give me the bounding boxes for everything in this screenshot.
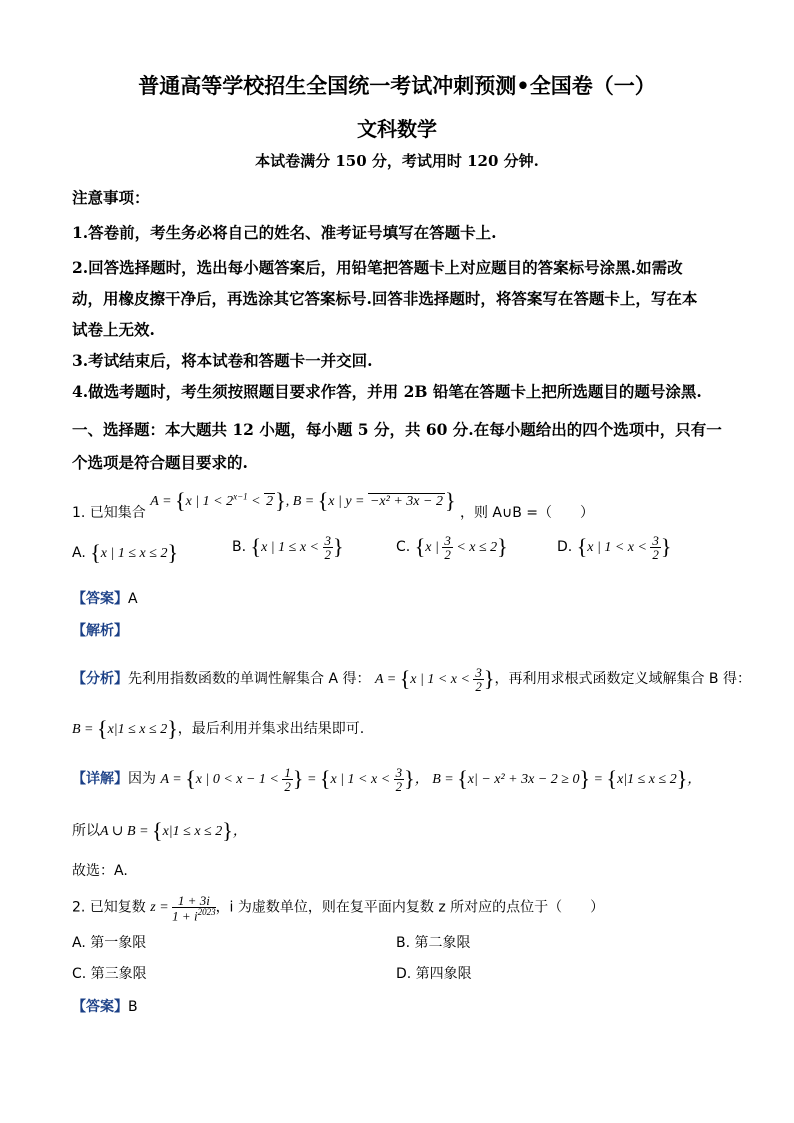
q1-union: 所以A ∪ B = {x|1 ≤ x ≤ 2}，	[72, 818, 247, 843]
q1-option-a: A. {x | 1 ≤ x ≤ 2}	[72, 540, 179, 565]
note-2-line-2: 动，用橡皮擦干净后，再选涂其它答案标号.回答非选择题时，将答案写在答题卡上，写在本	[72, 289, 698, 308]
exam-title: 普通高等学校招生全国统一考试冲刺预测•全国卷（一）	[138, 73, 656, 98]
section-1-line-2: 个选项是符合题目要求的.	[72, 453, 248, 472]
subject-title: 文科数学	[357, 117, 437, 141]
q1-option-c: C. {x | $\frac{3}{2}$ < x ≤ 2}	[396, 533, 508, 563]
q1-choose: 故选：A.	[72, 863, 128, 879]
q2-option-d: D. 第四象限	[396, 966, 472, 982]
q1-suffix: ，则 A∪B =（ ）	[459, 505, 595, 521]
q2-option-c: C. 第三象限	[72, 966, 147, 982]
analysis-tag: 【解析】	[72, 623, 128, 639]
q1-fenxi-cont: B = {x|1 ≤ x ≤ 2}，最后利用并集求出结果即可.	[72, 716, 365, 741]
note-1: 1.答卷前，考生务必将自己的姓名、准考证号填写在答题卡上.	[72, 223, 497, 242]
q2-option-a: A. 第一象限	[72, 935, 147, 951]
q1-prefix: 1. 已知集合	[72, 505, 146, 521]
q1-answer	[72, 588, 138, 608]
q1-option-b: B. {x | 1 ≤ x < $\frac{3}{2}$ }	[232, 533, 344, 563]
q1-fenxi: 【分析】先利用指数函数的单调性解集合 A 得： A = {x | 1 < x < $\frac{3}{2}$ }，再利用求根式函数定义域解集合 B 得：	[72, 665, 751, 695]
q2-option-b: B. 第二象限	[396, 935, 471, 951]
fenxi-tag: 【分析】	[72, 671, 128, 687]
q2-stem: 2. 已知复数 z = $\frac{1 + 3i}{1 + i^{2023}}$ ，i 为虚数单位，则在复平面内复数 z 所对应的点位于（ ）	[72, 893, 605, 924]
q2-answer: 【答案】B	[72, 999, 138, 1015]
note-2-line-1: 2.回答选择题时，选出每小题答案后，用铅笔把答题卡上对应题目的答案标号涂黑.如需改	[72, 258, 683, 277]
q1-stem	[72, 488, 595, 526]
q1-analysis	[72, 620, 128, 640]
note-4: 4.做选考题时，考生须按照题目要求作答，并用 2B 铅笔在答题卡上把所选题目的题号涂黑.	[72, 382, 702, 401]
exam-info: 本试卷满分 150 分，考试用时 120 分钟.	[255, 152, 539, 170]
note-3: 3.考试结束后，将本试卷和答题卡一并交回.	[72, 351, 373, 370]
answer-value: A	[128, 591, 138, 607]
notes-heading: 注意事项：	[72, 188, 150, 207]
section-1-line-1: 一、选择题：本大题共 12 小题，每小题 5 分，共 60 分.在每小题给出的四个选项中，只有一	[72, 420, 722, 439]
detail-tag: 【详解】	[72, 771, 128, 787]
q1-option-d: D. {x | 1 < x < $\frac{3}{2}$ }	[557, 533, 672, 563]
q1-detail: 【详解】因为 A = {x | 0 < x − 1 < $\frac{1}{2}$ } = {x | 1 < x < $\frac{3}{2}$ }， B = {x| − x² + 3x − 2 ≥ 0} = {x|1 ≤ x ≤ 2}，	[72, 765, 702, 795]
note-2-line-3: 试卷上无效.	[72, 320, 155, 339]
answer-tag: 【答案】	[72, 591, 128, 607]
q1-set-expression: A = {x | $1 < 2^{x-1} < 2$}, B = {x | y = −x² + 3x − 2}	[150, 488, 456, 513]
